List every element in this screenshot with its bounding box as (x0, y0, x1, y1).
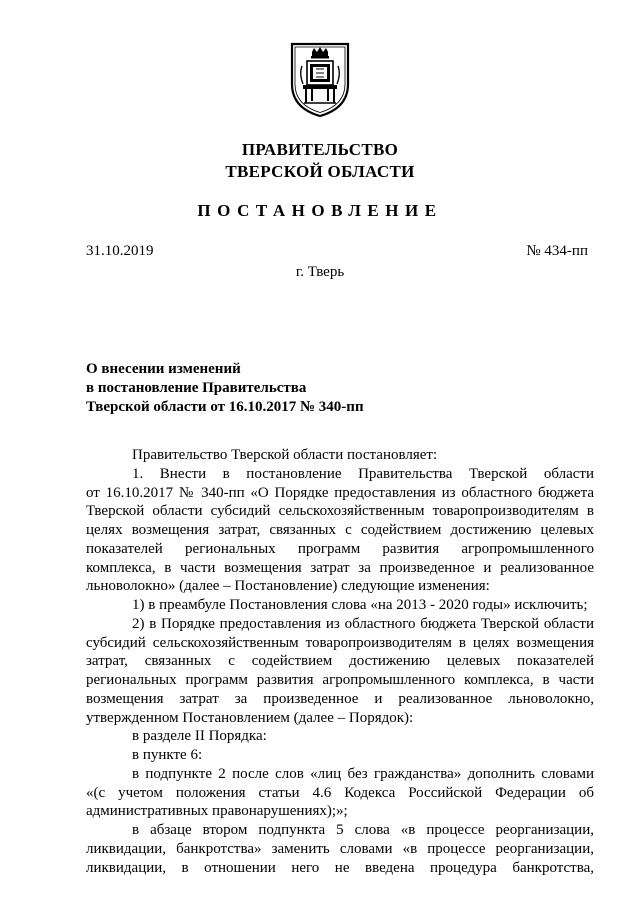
body-line: 2) в Порядке предоставления из областного бюджета Тверской области (132, 615, 594, 632)
body-line: административных правонарушениях);»; (86, 803, 348, 820)
body-line: льноволокно» (далее – Постановление) следующие изменения: (86, 578, 490, 595)
document-city: г. Тверь (295, 264, 345, 280)
body-line: в пункте 6: (132, 747, 203, 763)
tver-coat-of-arms-emblem (290, 40, 350, 118)
body-line: комплекса, в части возмещения затрат за произведенное и реализованное (86, 559, 594, 576)
body-line: Тверской области субсидий сельскохозяйственным товаропроизводителям в (86, 503, 594, 520)
body-line: «(с учетом положения статьи 4.6 Кодекса Российской Федерации об (86, 784, 594, 801)
body-line: ликвидации, банкротства» заменить словами «в процессе реорганизации, (86, 840, 594, 857)
subject-line: О внесении изменений (86, 361, 241, 377)
body-line: целях возмещения затрат, связанных с содействием достижению целевых (86, 522, 594, 538)
subject-line: в постановление Правительства (86, 380, 307, 396)
government-title-line2: ТВЕРСКОЙ ОБЛАСТИ (225, 162, 415, 181)
body-line: субсидий сельскохозяйственным товаропроизводителям в целях возмещения (86, 634, 594, 651)
body-line: 1) в преамбуле Постановления слова «на 2013 - 2020 годы» исключить; (132, 597, 588, 613)
body-line: показателей региональных программ развития агропромышленного (86, 540, 594, 557)
body-line: затрат, связанных с содействием достижению целевых показателей (86, 653, 594, 670)
body-line: в разделе II Порядка: (132, 728, 267, 745)
body-line: от 16.10.2017 № 340-пп «О Порядке предоставления из областного бюджета (86, 484, 594, 501)
body-line: возмещения затрат за произведенное и реализованное льноволокно, (86, 690, 594, 707)
document-date: 31.10.2019 (86, 243, 154, 259)
document-subject (86, 360, 364, 417)
body-line: 1. Внести в постановление Правительства Тверской области (132, 465, 594, 482)
document-body (86, 446, 594, 877)
document-type-title: ПОСТАНОВЛЕНИЕ (197, 201, 443, 220)
body-line: региональных программ развития агропромышленного комплекса, в части (86, 672, 594, 688)
body-line: в абзаце втором подпункта 5 слова «в процессе реорганизации, (132, 822, 594, 838)
body-line: в подпункте 2 после слов «лиц без гражданства» дополнить словами (132, 765, 594, 782)
subject-line: Тверской области от 16.10.2017 № 340-пп (86, 399, 364, 415)
government-title-line1: ПРАВИТЕЛЬСТВО (241, 140, 399, 159)
body-line: утвержденном Постановлением (далее – Порядок): (86, 709, 414, 726)
body-line: ликвидации, в отношении него не введена процедура банкротства, (86, 859, 594, 876)
body-line: Правительство Тверской области постановляет: (132, 447, 438, 463)
document-number: № 434-пп (526, 243, 588, 259)
